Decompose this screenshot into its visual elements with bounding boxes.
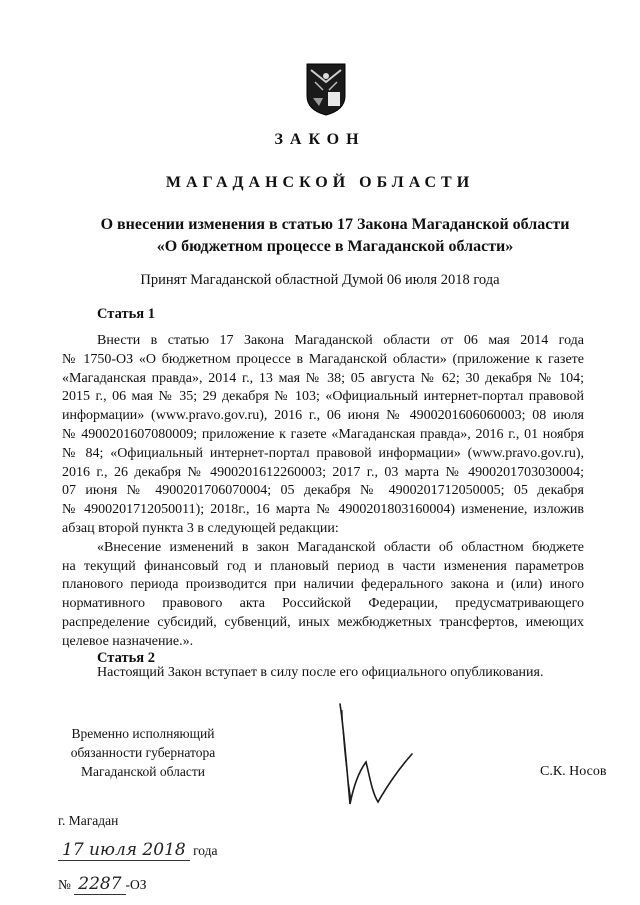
region-title: МАГАДАНСКОЙ ОБЛАСТИ [165,174,475,191]
date-suffix: года [193,843,218,858]
handwritten-number: 2287 [74,874,125,895]
signatory-line: Магаданской области [81,764,205,779]
article-1-line: № 84; «Официальный интернет-портал правовой информации» (www.pravo.gov.ru), [62,445,584,461]
handwritten-signature [320,700,430,810]
city-name: г. Магадан [58,813,119,828]
article-1-line: № 4900201607080009; приложение к газете «Магаданская правда», 2016 г., 01 ноября [62,426,584,442]
signatory-line: Временно исполняющий [71,726,215,741]
signatory-title [58,724,228,781]
article-2-heading: Статья 2 [97,650,155,666]
article-1-line: абзац второй пункта 3 в следующей редакции: [62,520,339,536]
subject-line: О внесении изменения в статью 17 Закона Магаданской области [100,216,570,233]
article-1-line: 2016 г., 26 декабря № 4900201612260003; 2017 г., 03 марта № 4900201703030004; [62,464,584,480]
article-1-line: № 1750-ОЗ «О бюджетном процессе в Магаданской области» (приложение к газете [62,351,584,367]
article-1-line: «Внесение изменений в закон Магаданской области об областном бюджете [97,539,584,555]
article-2-body [97,664,597,683]
article-1-line: 07 июня № 4900201706070004; 05 декабря № 4900201712050005; 05 декабря [62,483,584,499]
article-1-line: целевое назначение.». [62,633,194,649]
law-number [58,874,147,895]
article-1-line: «Магаданская правда», 2014 г., 13 мая № 38; 05 августа № 62; 30 декабря № 104; [62,370,584,386]
signatory-line: обязанности губернатора [70,745,216,760]
coat-of-arms-icon [305,62,347,116]
article-1-line: Внести в статью 17 Закона Магаданской области от 06 мая 2014 года [97,333,584,348]
article-1-heading: Статья 1 [97,306,155,322]
subject-line: «О бюджетном процессе в Магаданской области» [156,238,514,255]
signing-date [58,840,218,861]
law-title: ЗАКОН [274,131,366,148]
article-1-body [62,332,584,652]
number-prefix: № [58,877,71,892]
article-1-line: информации» (www.pravo.gov.ru), 2016 г., 06 июня № 4900201606060003; 08 июля [62,408,584,424]
handwritten-date: 17 июля 2018 [58,840,190,861]
number-suffix: -ОЗ [125,877,147,892]
article-1-line: № 4900201712050011); 2018г., 16 марта № 4900201803160004) изменение, изложив [62,502,584,518]
document-subject [40,214,630,258]
article-1-line: на текущий финансовый год и плановый период в части изменения параметров [62,558,584,574]
article-1-line: 2015 г., 06 мая № 35; 29 декабря № 103; «Официальный интернет-портал правовой [62,389,584,405]
adoption-note: Принят Магаданской областной Думой 06 июля 2018 года [140,272,500,288]
article-1-line: планового периода производится при наличии федерального закона и (или) иного [62,577,584,593]
signer-name: С.К. Носов [540,764,607,779]
article-1-line: нормативного правового акта Российской Федерации, предусматривающего [62,596,584,612]
article-1-line: распределение субсидий, субвенций, иных межбюджетных трансфертов, имеющих [62,614,584,630]
article-2-text: Настоящий Закон вступает в силу после его официального опубликования. [97,665,544,680]
